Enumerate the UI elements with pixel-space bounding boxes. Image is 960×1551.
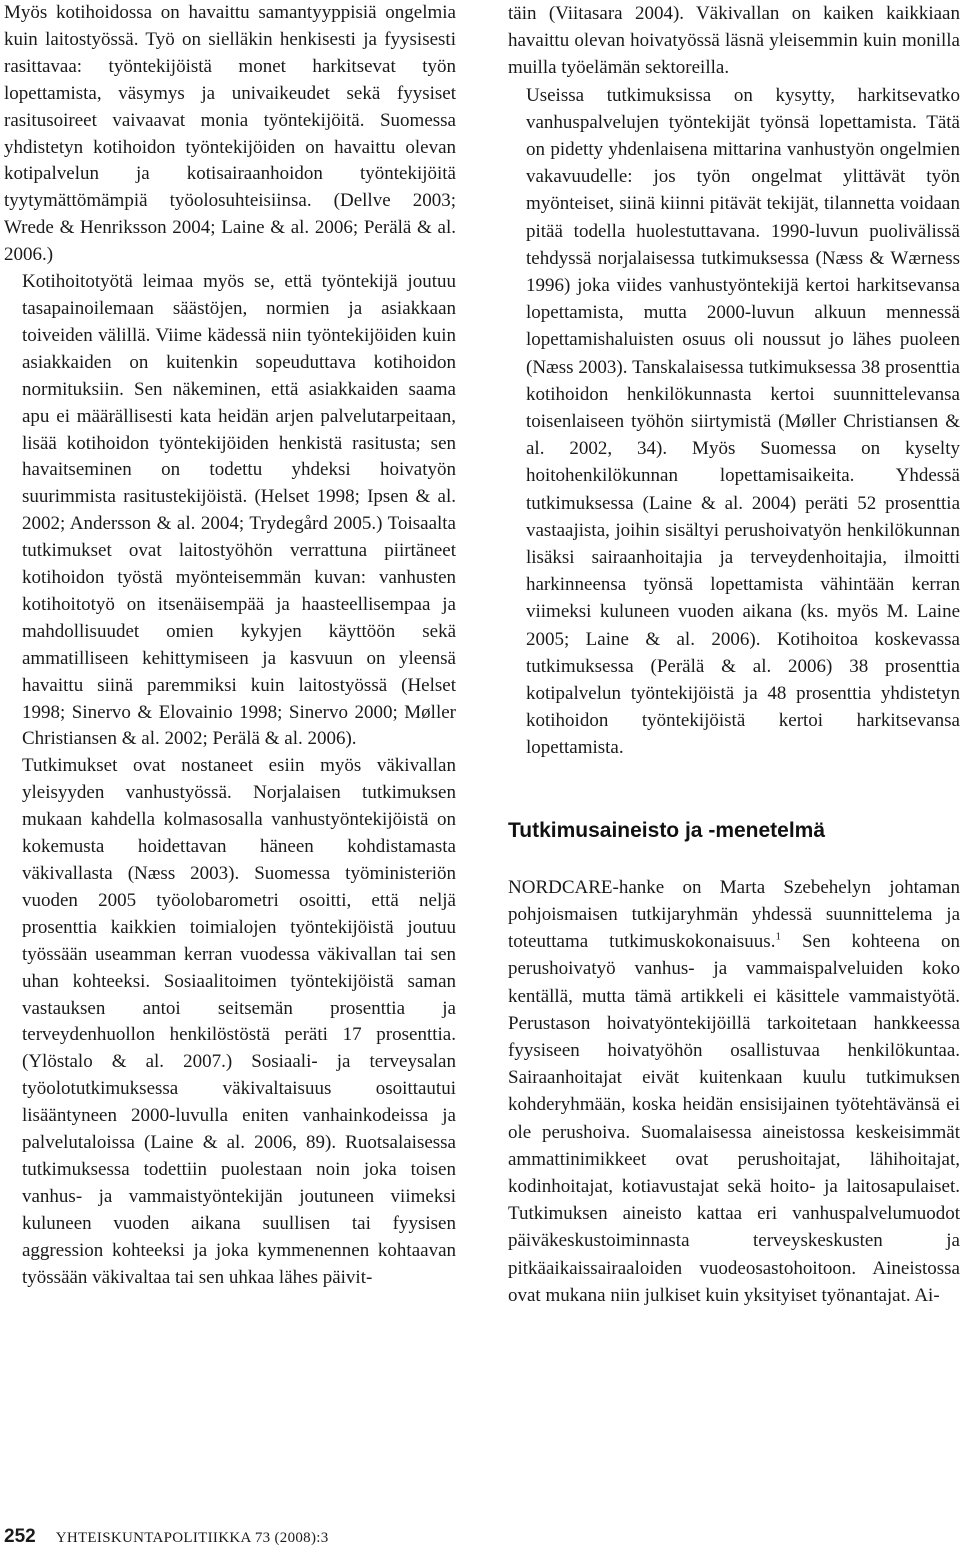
- journal-title: YHTEISKUNTAPOLITIIKKA 73 (2008):3: [55, 1530, 329, 1546]
- footnote-marker[interactable]: 1: [775, 930, 781, 943]
- section-heading: Tutkimusaineisto ja -menetelmä: [508, 818, 826, 842]
- page-number: 252: [4, 1526, 36, 1547]
- paragraph-text: Sen kohteena on perushoivatyö vanhus- ja vammaispalveluiden koko kentällä, mutta tämä artikkeli ei käsittele vammaistyötä. Perustason hoivatyöntekijöillä tarkoitetaan hankkeessa fyysiseen hoivatyöhön osallistuvaa henkilökuntaa. Sairaanhoitajat eivät kuitenkaan kuulu tutkimuksen kohderyhmään, koska heidän ensisijainen työtehtävänsä ei ole perushoiva. Suomalaisessa aineistossa keskeisimmät ammattinimikkeet ovat perushoitajat, lähihoitajat, kodinhoitajat, kotiavustajat sekä hoito- ja laitosapulaiset. Tutkimuksen aineisto kattaa eri vanhuspalvelumuodot päiväkeskustoiminnasta terveyskeskusten ja pitkäaikaissairaaloiden vuodeosastohoitoon. Aineistossa ovat mukana niin julkiset kuin yksityiset työnantajat. Ai-: [508, 931, 960, 1306]
- paragraph: täin (Viitasara 2004). Väkivallan on kaiken kaikkiaan havaittu olevan hoivatyössä läsnä yleisemmin kuin monilla muilla työelämän sektoreilla.: [508, 3, 960, 79]
- paragraph: [508, 874, 960, 1309]
- paragraph-text: NORDCARE-hanke on Marta Szebehelyn johtaman pohjoismaisen tutkijaryhmän yhdessä suunnittelema ja toteuttama tutkimuskokonaisuus.: [508, 876, 960, 953]
- paragraph: Myös kotihoidossa on havaittu samantyyppisiä ongelmia kuin laitostyössä. Työ on sielläkin henkisesti ja fyysisesti rasittavaa: työntekijöistä monet harkitsevat työn lopettamista, väsymys ja univaikeudet sekä fyysiset rasitusoireet vaivaavat monia työntekijöitä. Suomessa yhdistetyn kotihoidon työntekijöiden on havaittu olevan kotipalvelun ja kotisairaanhoidon työntekijöitä tyytymättömämpiä työolosuhteisiinsa. (Dellve 2003; Wrede & Henriksson 2004; Laine & al. 2006; Perälä & al. 2006.): [4, 2, 456, 266]
- page-footer: [4, 1526, 329, 1548]
- right-column: [508, 0, 960, 1309]
- paragraph: Kotihoitotyötä leimaa myös se, että työntekijä joutuu tasapainoilemaan säästöjen, normien ja asiakkaan toiveiden välillä. Viime kädessä niin työntekijöiden kuin asiakkaiden on kuitenkin sopeuduttava kotihoidon normituksiin. Sen näkeminen, että asiakkaiden saama apu ei määrällisesti kata heidän arjen palvelutarpeitaan, lisää kotihoidon työntekijöiden henkistä rasitusta; sen havaitseminen on todettu yhdeksi hoivatyön suurimmista rasitustekijöistä. (Helset 1998; Ipsen & al. 2002; Andersson & al. 2004; Trydegård 2005.) Toisaalta tutkimukset ovat laitostyöhön verrattuna piirtäneet kotihoidon työstä myönteisemmän kuvan: vanhusten kotihoitotyö on itsenäisempää ja haasteellisempaa ja mahdollisuudet omien kykyjen käyttöön sekä ammatilliseen kehittymiseen ja kasvuun on yleensä havaittu siinä paremmiksi kuin laitostyössä (Helset 1998; Sinervo & Elovainio 1998; Sinervo 2000; Møller Christiansen & al. 2002; Perälä & al. 2006).: [22, 271, 456, 750]
- paragraph: Useissa tutkimuksissa on kysytty, harkitsevatko vanhuspalvelujen työntekijät työnsä lopettamista. Tätä on pidetty yhdenlaisena mittarina vanhustyön ongelmien vakavuudelle: jos työn ongelmat ylittävät työn myönteiset, siinä kiinni pitävät tekijät, tilannetta voidaan pitää todella huolestuttavana. 1990-luvun puolivälissä tehdyssä norjalaisessa tutkimuksessa (Næss & Wærness 1996) joka viides vanhustyöntekijä kertoi harkitsevansa lopettamista, mutta 2000-luvun alkuun mennessä lopettamishaluisten osuus oli noussut jo lähes puoleen (Næss 2003). Tanskalaisessa tutkimuksessa 38 prosenttia kotihoidon henkilökunnasta kertoi suunnittelevansa toisenlaiseen työhön siirtymistä (Møller Christiansen & al. 2002, 34). Myös Suomessa on kyselty hoitohenkilökunnan lopettamisaikeita. Yhdessä tutkimuksessa (Laine & al. 2004) peräti 52 prosenttia vastaajista, joihin sisältyi perushoivatyön henkilökunnan lisäksi sairaanhoitajia ja terveydenhoitajia, ilmoitti harkinneensa työnsä lopettamista vähintään kerran viimeksi kuluneen vuoden aikana (ks. myös M. Laine 2005; Laine & al. 2006). Kotihoitoa koskevassa tutkimuksessa (Perälä & al. 2006) 38 prosenttia kotipalvelun työntekijöistä ja 48 prosenttia yhdistetyn kotihoidon työntekijöistä kertoi harkitsevansa lopettamista.: [526, 84, 960, 759]
- left-column: [4, 0, 456, 1292]
- paragraph: Tutkimukset ovat nostaneet esiin myös väkivallan yleisyyden vanhustyössä. Norjalaisen tutkimuksen mukaan kahdella kolmasosalla vanhustyöntekijöistä on kokemusta hoidettavan häneen kohdistamasta väkivallasta (Næss 2003). Suomessa työministeriön vuoden 2005 työolobarometri osoitti, että neljä prosenttia kaikkien toimialojen työntekijöistä joutuu työssään useamman kerran vuodessa väkivallan tai sen uhan kohteeksi. Sosiaalitoimen työntekijöistä saman vastauksen antoi seitsemän prosenttia ja terveydenhuollon henkilöstöstä peräti 17 prosenttia. (Ylöstalo & al. 2007.) Sosiaali- ja terveysalan työolotutkimuksessa väkivaltaisuus osoittautui lisääntyneen 2000-luvulla eniten vanhainkodeissa ja palvelutaloissa (Laine & al. 2006, 89). Ruotsalaisessa tutkimuksessa todettiin puolestaan noin joka toisen vanhus- ja vammaistyöntekijän joutuneen viimeksi kuluneen vuoden aikana suullisen tai fyysisen aggression kohteeksi ja joka kymmenennen kohtaavan työssään väkivaltaa tai sen uhkaa lähes päivit-: [22, 755, 456, 1288]
